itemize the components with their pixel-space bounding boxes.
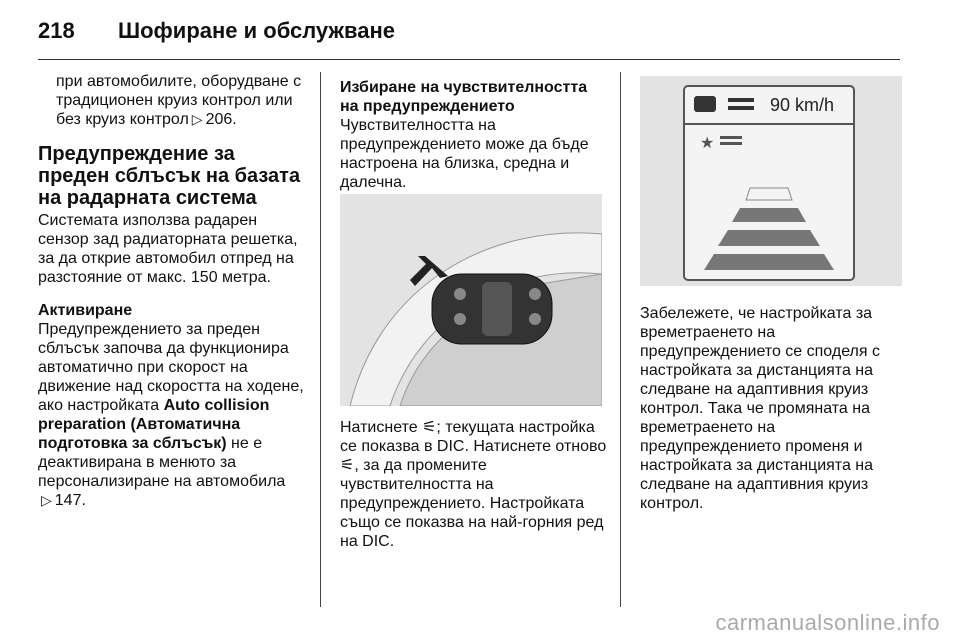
caption-block (340, 418, 610, 565)
arrow-ref-icon: ▷ (41, 492, 52, 508)
column-divider-1 (320, 72, 321, 607)
activation-paragraph: Предупреждението за преден сблъсък започва да функционира автоматично при скорост на движение над скоростта на ходене, ако настройката Auto collision preparation (Автоматична подготовка за сблъсък) не е деактивирана в менюто за персонализиране на автомобила ▷ 147. (38, 321, 304, 509)
sub-heading-activation: Активиране (38, 302, 133, 319)
steering-wheel-figure (340, 194, 602, 406)
page-number: 218 (38, 18, 75, 43)
distance-icon: ⚟ (422, 419, 437, 436)
sensitivity-body: Чувствителността на предупреждението може да бъде настроена на близка, средна и далечна. (340, 117, 589, 191)
intro-paragraph: при автомобилите, оборудване с традиционен круиз контрол или без круиз контрол ▷ 206. (56, 73, 302, 128)
column-middle (340, 78, 606, 206)
column-divider-2 (620, 72, 621, 607)
caption-paragraph: Натиснете ⚟; текущата настройка се показва в DIC. Натиснете отново ⚟, за да промените чувствителността на предупреждението. Настройката също се показва на най-горния ред на DIC. (340, 419, 607, 550)
dic-display-figure (640, 76, 902, 286)
arrow-ref-icon: ▷ (191, 111, 203, 127)
car-icon (694, 96, 716, 112)
sensitivity-heading: Избиране на чувствителността на предупреждението (340, 79, 588, 115)
page-header (0, 0, 960, 60)
page-title: Шофиране и обслужване (118, 18, 396, 43)
column-right (640, 304, 902, 527)
svg-text:90 km/h: 90 km/h (770, 95, 835, 115)
header-rule (38, 59, 900, 60)
section-body: Системата използва радарен сензор зад радиаторната решетка, за да открие автомобил отпред на разстояние от макс. 150 метра. (38, 212, 298, 286)
svg-text:★: ★ (700, 135, 715, 152)
watermark: carmanualsonline.info (715, 610, 940, 635)
section-heading: Предупреждение за преден сблъсък на базата на радарната система (38, 143, 301, 209)
distance-icon: ⚟ (340, 457, 355, 474)
note-paragraph: Забележете, че настройката за времетраенето на предупреждението се споделя с настройката за дистанцията на следване на адаптивния круиз контрол. Така че промяната на времетраенето на предупреждението променя и настройката за дистанцията на следване на адаптивния круиз контрол. (640, 305, 880, 512)
column-left (38, 72, 306, 524)
